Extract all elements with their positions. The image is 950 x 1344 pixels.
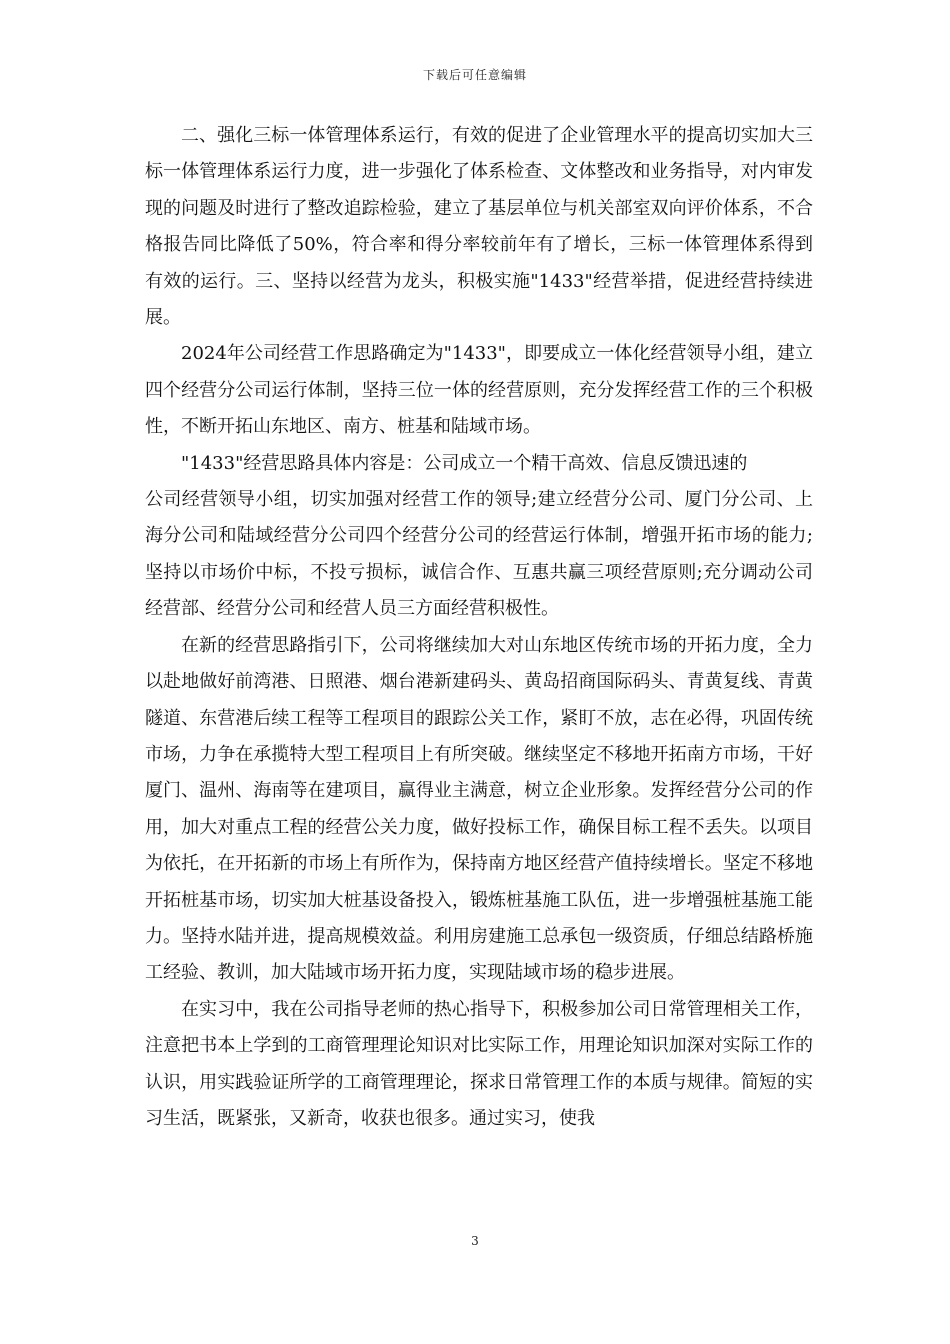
paragraph-quality-system: 二、强化三标一体管理体系运行，有效的促进了企业管理水平的提高切实加大三标一体管理体系运行力度，进一步强化了体系检查、文体整改和业务指导，对内审发现的问题及时进行了整改追踪检验，建立了基层单位与机关部室双向评价体系，不合格报告同比降低了50%，符合率和得分率较前年有了增长，三标一体管理体系得到有效的运行。三、坚持以经营为龙头，积极实施"1433"经营举措，促进经营持续进展。 xyxy=(145,125,813,329)
paragraph-market-expansion: 在新的经营思路指引下，公司将继续加大对山东地区传统市场的开拓力度，全力以赴地做好前湾港、日照港、烟台港新建码头、黄岛招商国际码头、青黄复线、青黄隧道、东营港后续工程等工程项目的跟踪公关工作，紧盯不放，志在必得，巩固传统市场，力争在承揽特大型工程项目上有所突破。继续坚定不移地开拓南方市场，干好厦门、温州、海南等在建项目，赢得业主满意，树立企业形象。发挥经营分公司的作用，加大对重点工程的经营公关力度，做好投标工作，确保目标工程不丢失。以项目为依托，在开拓新的市场上有所作为，保持南方地区经营产值持续增长。坚定不移地开拓桩基市场，切实加大桩基设备投入，锻炼桩基施工队伍，进一步增强桩基施工能力。坚持水陆并进，提高规模效益。利用房建施工总承包一级资质，仔细总结路桥施工经验、教训，加大陆域市场开拓力度，实现陆域市场的稳步进展。 xyxy=(145,634,813,984)
paragraph-internship: 在实习中，我在公司指导老师的热心指导下，积极参加公司日常管理相关工作，注意把书本上学到的工商管理理论知识对比实际工作，用理论知识加深对实际工作的认识，用实践验证所学的工商管理理论，探求日常管理工作的本质与规律。简短的实习生活，既紧张，又新奇，收获也很多。通过实习，使我 xyxy=(145,998,813,1129)
paragraph-1433-intro: "1433"经营思路具体内容是：公司成立一个精干高效、信息反馈迅速的 xyxy=(181,452,748,474)
page-number: 3 xyxy=(471,1234,479,1248)
body-text xyxy=(145,118,813,1137)
header-note: 下载后可任意编辑 xyxy=(422,68,527,82)
paragraph-business-strategy: 2024年公司经营工作思路确定为"1433"，即要成立一体化经营领导小组，建立四个经营分公司运行体制，坚持三位一体的经营原则，充分发挥经营工作的三个积极性，不断开拓山东地区、南方、桩基和陆域市场。 xyxy=(145,343,813,438)
paragraph-1433-details: 公司经营领导小组，切实加强对经营工作的领导;建立经营分公司、厦门分公司、上海分公司和陆域经营分公司四个经营分公司的经营运行体制，增强开拓市场的能力;坚持以市场价中标，不投亏损标，诚信合作、互惠共赢三项经营原则;充分调动公司经营部、经营分公司和经营人员三方面经营积极性。 xyxy=(145,489,813,620)
